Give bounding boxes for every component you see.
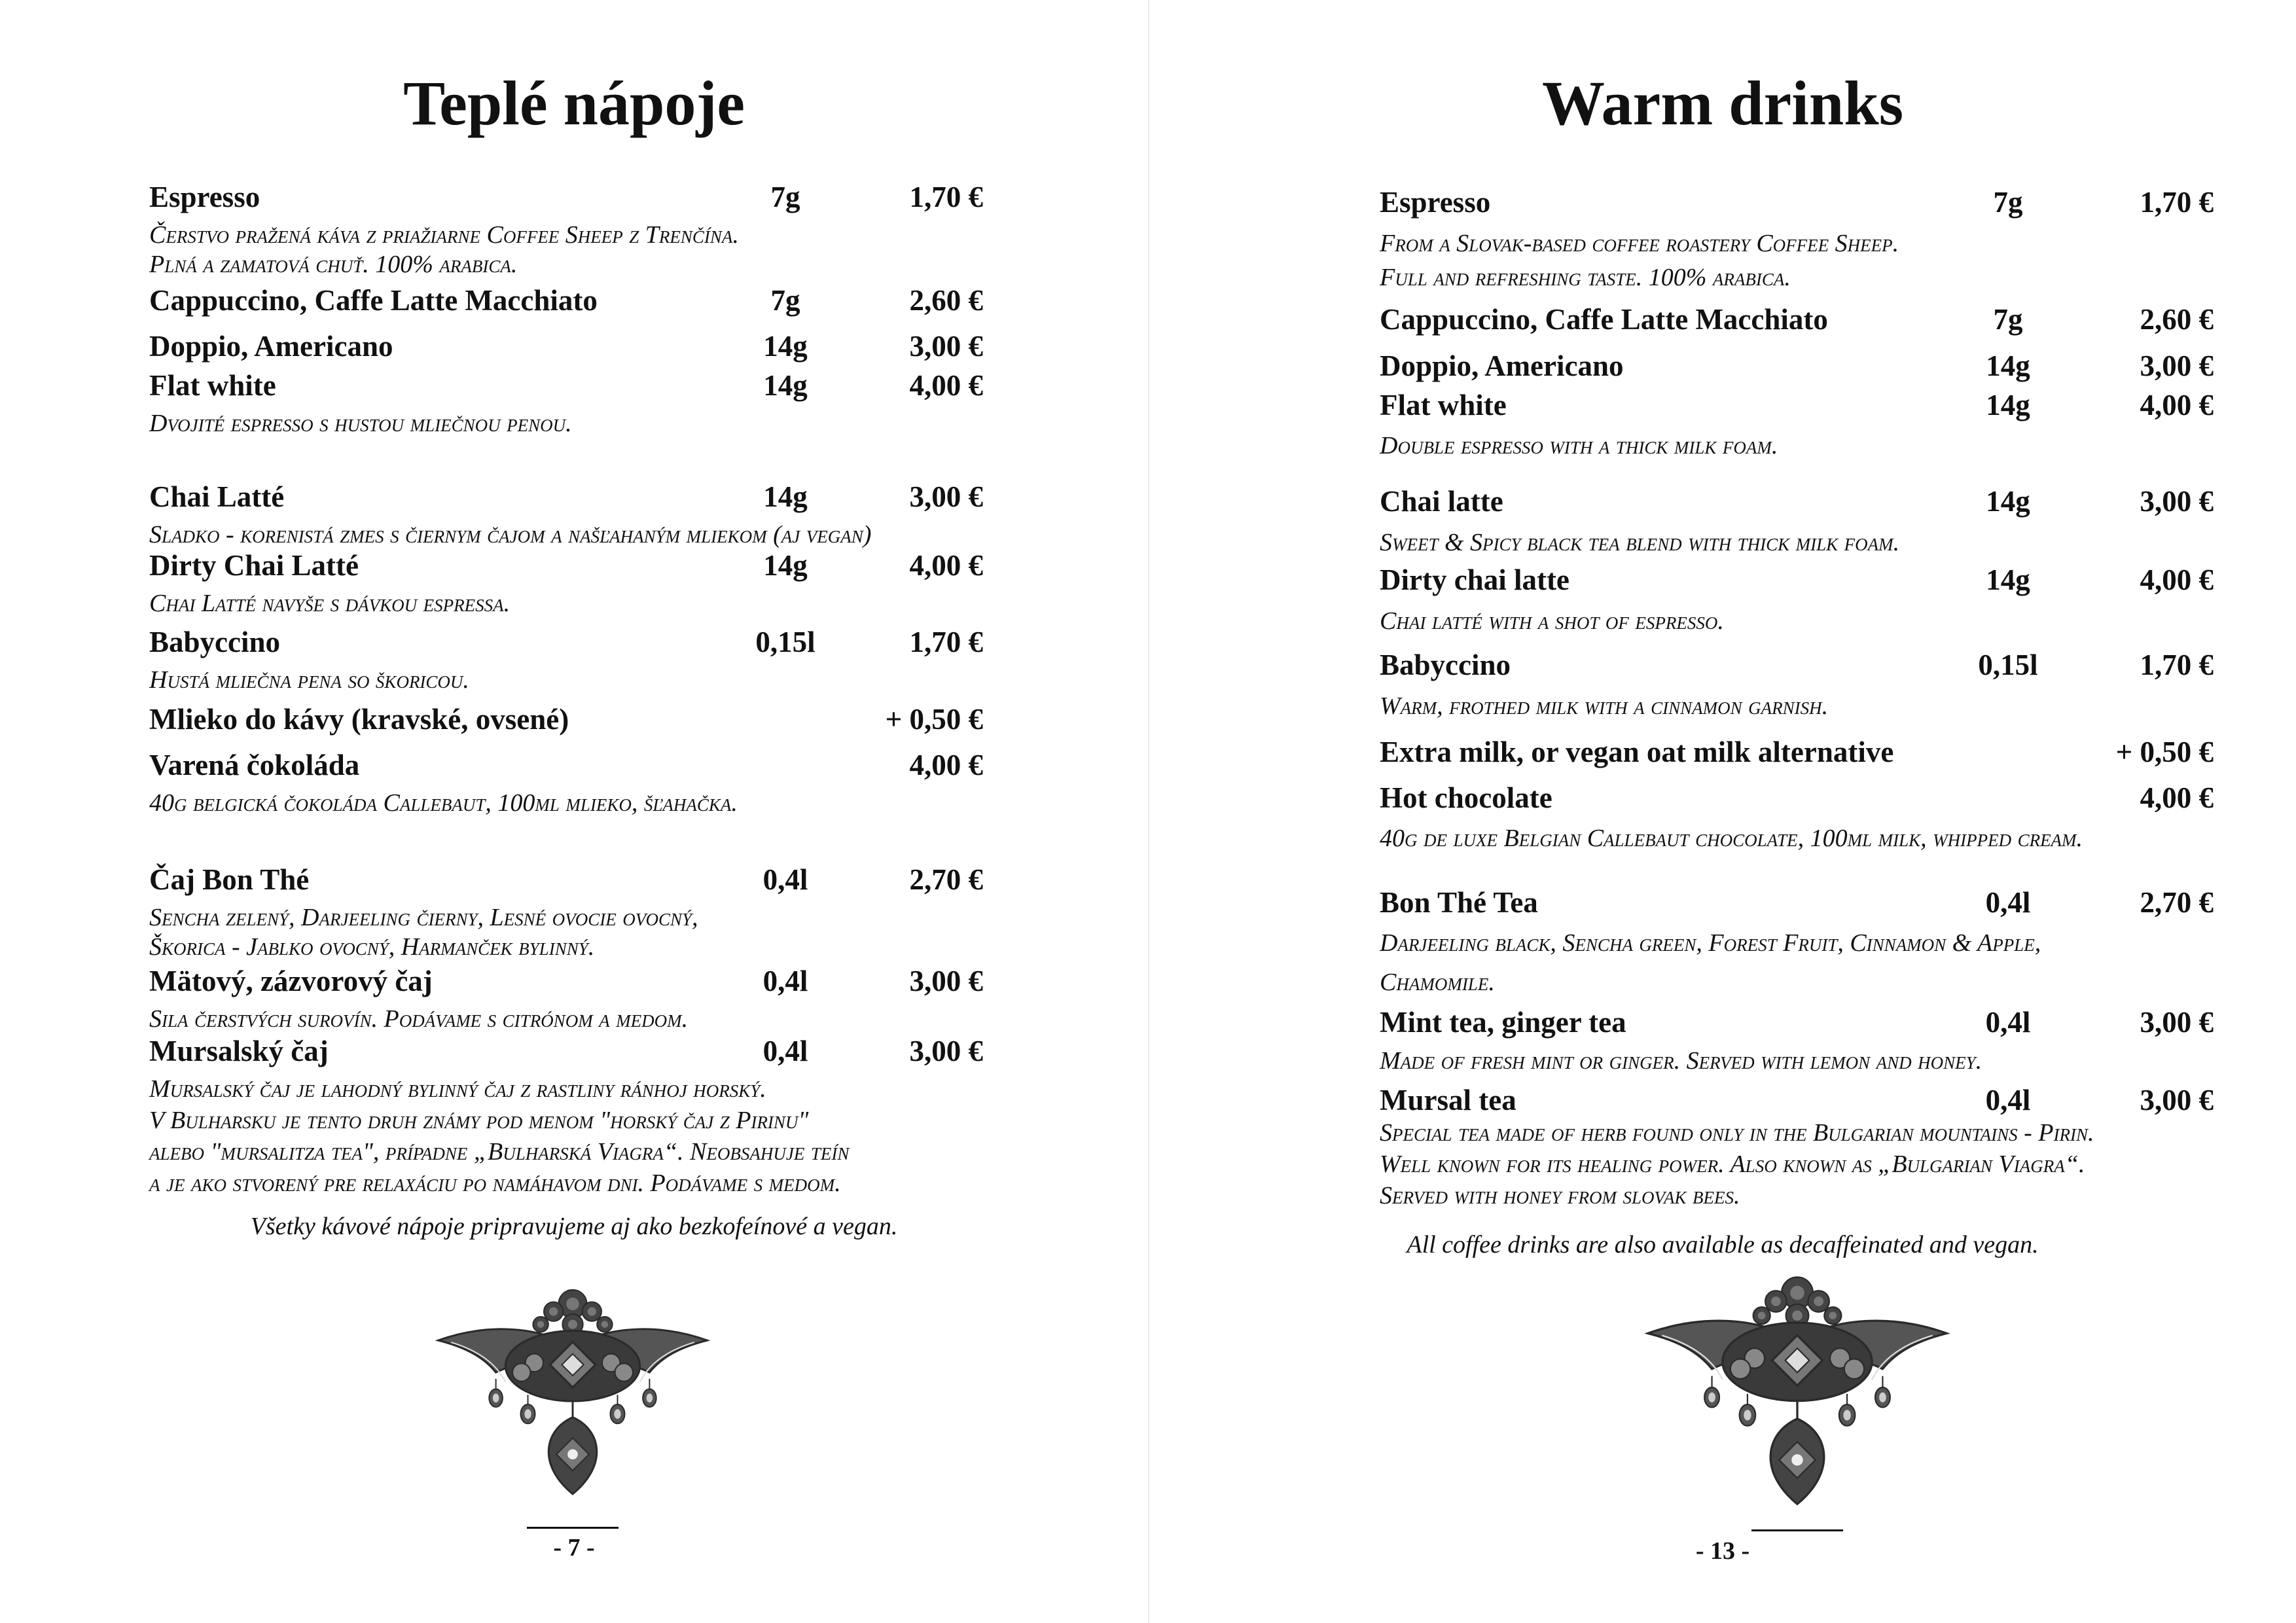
page-title: Warm drinks — [1541, 68, 1904, 138]
item-name: Mursalský čaj — [149, 1035, 329, 1067]
item-quantity: 14g — [763, 480, 808, 513]
item-quantity: 14g — [763, 549, 808, 582]
item-quantity: 0,4l — [1985, 1006, 2031, 1039]
menu-item — [0, 480, 1148, 514]
item-description: 40g de luxe Belgian Callebaut chocolate, 100ml milk, whipped cream. — [1380, 825, 2083, 852]
menu-item — [1149, 302, 2296, 336]
item-description: Chai Latté navyše s dávkou espressa. — [149, 590, 511, 617]
item-quantity: 14g — [1986, 485, 2030, 518]
item-name: Doppio, Americano — [149, 330, 393, 363]
menu-item — [0, 964, 1148, 998]
right-page — [1149, 0, 2296, 1623]
item-name: Dirty Chai Latté — [149, 549, 359, 582]
item-quantity: 14g — [1986, 349, 2030, 382]
item-quantity: 0,4l — [762, 965, 808, 997]
item-name: Flat white — [1380, 389, 1507, 421]
item-description: Sweet & Spicy black tea blend with thick milk foam. — [1380, 529, 1900, 556]
item-price: 3,00 € — [2140, 349, 2214, 382]
item-description: V Bulharsku je tento druh známy pod menom "horský čaj z Pirinu" — [149, 1107, 809, 1134]
item-quantity: 14g — [1986, 563, 2030, 596]
item-price: 3,00 € — [2140, 1006, 2214, 1039]
item-name: Chai Latté — [149, 480, 285, 513]
menu-item — [0, 1034, 1148, 1068]
decaf-note: Všetky kávové nápoje pripravujeme aj ako bezkofeínové a vegan. — [250, 1213, 898, 1240]
item-price: 2,70 € — [2140, 886, 2214, 919]
item-description: Čerstvo pražená káva z priažiarne Coffee Sheep z Trenčína. — [149, 221, 739, 249]
decaf-note: All coffee drinks are also available as decaffeinated and vegan. — [1407, 1231, 2039, 1258]
item-name: Dirty chai latte — [1380, 563, 1570, 596]
item-quantity: 0,4l — [762, 1035, 808, 1067]
item-price: + 0,50 € — [2115, 736, 2214, 768]
item-description: Full and refreshing taste. 100% arabica. — [1380, 264, 1791, 291]
item-price: 3,00 € — [909, 480, 983, 513]
item-price: 1,70 € — [909, 626, 983, 658]
page-number: - 13 - — [1695, 1537, 1750, 1565]
item-description: Chamomile. — [1380, 969, 1495, 996]
menu-item — [1149, 1005, 2296, 1039]
page-number: - 7 - — [553, 1534, 595, 1561]
item-description: Double espresso with a thick milk foam. — [1380, 432, 1778, 459]
menu-item — [1149, 484, 2296, 518]
item-quantity: 0,4l — [762, 863, 808, 896]
menu-item — [1149, 388, 2296, 422]
item-description: Sladko - korenistá zmes s čiernym čajom a našľahaným mliekom (aj vegan) — [149, 521, 872, 548]
page-number-rule — [1751, 1529, 1843, 1531]
item-price: 1,70 € — [2140, 649, 2214, 681]
item-description: Dvojité espresso s hustou mliečnou penou. — [149, 410, 572, 437]
item-name: Bon Thé Tea — [1380, 886, 1538, 919]
item-description: Chai latté with a shot of espresso. — [1380, 607, 1724, 635]
item-description: a je ako stvorený pre relaxáciu po namáhavom dni. Podávame s medom. — [149, 1169, 841, 1197]
item-description: Plná a zamatová chuť. 100% arabica. — [149, 251, 518, 278]
menu-item — [0, 702, 1148, 736]
item-price: 4,00 € — [2140, 389, 2214, 421]
item-quantity: 14g — [763, 330, 808, 363]
item-price: 2,60 € — [909, 284, 983, 317]
item-name: Cappuccino, Caffe Latte Macchiato — [149, 284, 598, 317]
item-name: Babyccino — [1380, 649, 1511, 681]
item-description: Sila čerstvých surovín. Podávame s citrónom a medom. — [149, 1005, 689, 1033]
item-description: alebo "mursalitza tea", prípadne „Bulharská Viagra“. Neobsahuje teín — [149, 1138, 850, 1166]
item-name: Babyccino — [149, 626, 281, 658]
item-name: Varená čokoláda — [149, 749, 360, 781]
menu-item — [1149, 781, 2296, 815]
menu-item — [1149, 735, 2296, 769]
menu-item — [0, 548, 1148, 582]
item-name: Mlieko do kávy (kravské, ovsené) — [149, 703, 569, 736]
menu-item — [1149, 349, 2296, 383]
menu-item — [1149, 885, 2296, 919]
item-price: 1,70 € — [2140, 186, 2214, 219]
item-price: 4,00 € — [909, 369, 983, 402]
menu-item — [0, 368, 1148, 402]
item-quantity: 0,15l — [1978, 649, 2038, 681]
item-name: Cappuccino, Caffe Latte Macchiato — [1380, 303, 1828, 336]
item-description: Sencha zelený, Darjeeling čierny, Lesné ovocie ovocný, — [149, 904, 698, 931]
item-quantity: 0,4l — [1985, 886, 2031, 919]
menu-item — [0, 748, 1148, 782]
item-quantity: 7g — [1993, 186, 2023, 219]
item-quantity: 7g — [770, 181, 800, 213]
menu-item — [0, 283, 1148, 317]
menu-item — [0, 625, 1148, 659]
item-name: Espresso — [1380, 186, 1491, 219]
menu-item — [1149, 648, 2296, 682]
item-name: Mätový, zázvorový čaj — [149, 965, 433, 997]
item-price: 3,00 € — [909, 1035, 983, 1067]
item-price: 3,00 € — [909, 330, 983, 363]
item-name: Hot chocolate — [1380, 781, 1552, 814]
item-description: Darjeeling black, Sencha green, Forest Fruit, Cinnamon & Apple, — [1380, 929, 2041, 957]
item-price: + 0,50 € — [885, 703, 983, 736]
item-name: Chai latte — [1380, 485, 1503, 518]
item-description: Mursalský čaj je lahodný bylinný čaj z rastliny ránhoj horský. — [149, 1075, 766, 1103]
item-quantity: 0,15l — [755, 626, 816, 658]
menu-item — [0, 329, 1148, 363]
ornament-icon — [1634, 1273, 1961, 1515]
item-price: 4,00 € — [2140, 563, 2214, 596]
item-description: Hustá mliečna pena so škoricou. — [149, 666, 469, 694]
page-title: Teplé nápoje — [403, 68, 745, 138]
item-description: Made of fresh mint or ginger. Served with lemon and honey. — [1380, 1047, 1982, 1075]
item-price: 1,70 € — [909, 181, 983, 213]
ornament-icon — [425, 1286, 720, 1504]
item-price: 2,70 € — [909, 863, 983, 896]
item-quantity: 0,4l — [1985, 1084, 2031, 1116]
item-price: 3,00 € — [909, 965, 983, 997]
item-description: Served with honey from slovak bees. — [1380, 1182, 1740, 1209]
item-description: From a Slovak-based coffee roastery Coffee Sheep. — [1380, 230, 1899, 257]
menu-item — [1149, 1083, 2296, 1117]
item-quantity: 7g — [770, 284, 800, 317]
menu-item — [0, 180, 1148, 214]
item-price: 4,00 € — [909, 549, 983, 582]
item-description: Special tea made of herb found only in the Bulgarian mountains - Pirin. — [1380, 1119, 2094, 1147]
item-price: 4,00 € — [2140, 781, 2214, 814]
item-description: Škorica - Jablko ovocný, Harmanček bylinný. — [149, 933, 595, 961]
item-name: Extra milk, or vegan oat milk alternative — [1380, 736, 1894, 768]
item-quantity: 7g — [1993, 303, 2023, 336]
item-name: Flat white — [149, 369, 276, 402]
item-name: Espresso — [149, 181, 260, 213]
menu-item — [0, 863, 1148, 897]
item-name: Mursal tea — [1380, 1084, 1516, 1116]
item-description: 40g belgická čokoláda Callebaut, 100ml mlieko, šľahačka. — [149, 789, 738, 817]
page-number-rule — [527, 1527, 619, 1529]
item-quantity: 14g — [1986, 389, 2030, 421]
item-price: 3,00 € — [2140, 485, 2214, 518]
item-price: 4,00 € — [909, 749, 983, 781]
item-price: 2,60 € — [2140, 303, 2214, 336]
menu-item — [1149, 563, 2296, 597]
item-name: Doppio, Americano — [1380, 349, 1624, 382]
item-quantity: 14g — [763, 369, 808, 402]
item-description: Well known for its healing power. Also known as „Bulgarian Viagra“. — [1380, 1150, 2085, 1178]
item-name: Čaj Bon Thé — [149, 863, 310, 896]
item-description: Warm, frothed milk with a cinnamon garnish. — [1380, 692, 1829, 720]
item-name: Mint tea, ginger tea — [1380, 1006, 1626, 1039]
item-price: 3,00 € — [2140, 1084, 2214, 1116]
menu-item — [1149, 185, 2296, 219]
